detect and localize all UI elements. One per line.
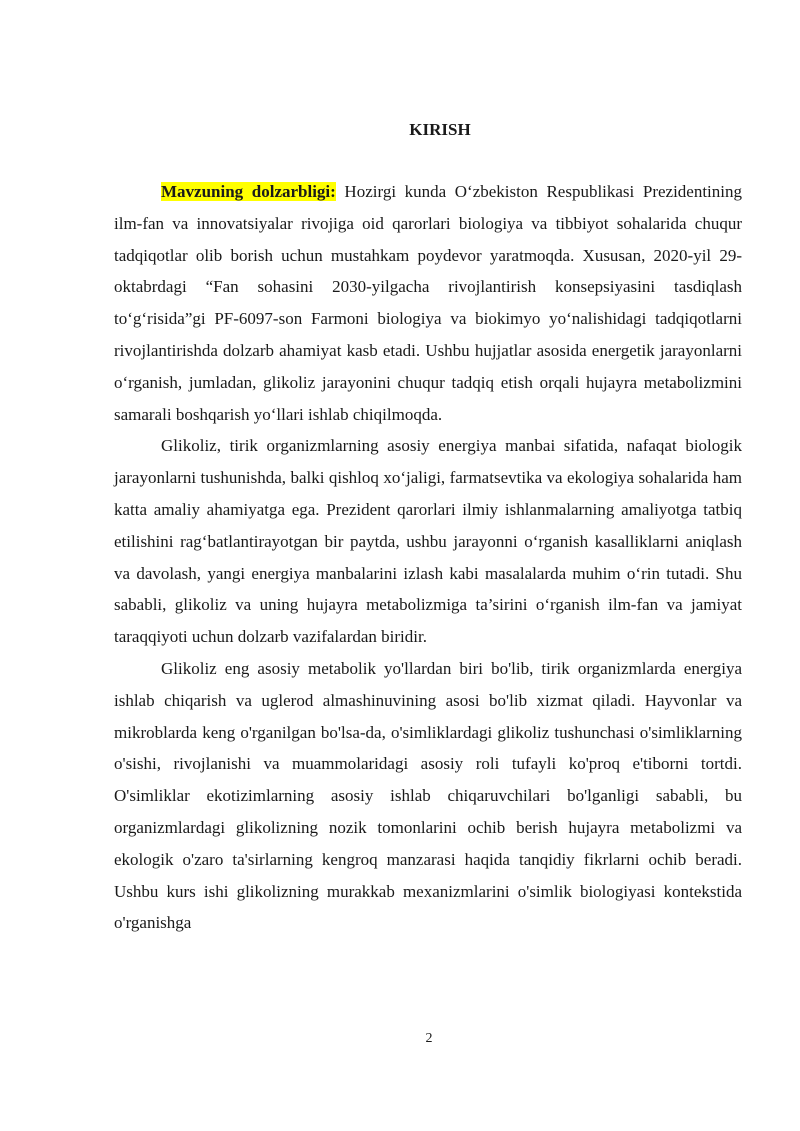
paragraph-text: Glikoliz eng asosiy metabolik yo'llardan biri bo'lib, tirik organizmlarda energiya ishlab chiqarish va uglerod almashinuvining asosi bo'lib xizmat qiladi. Hayvonlar va mikroblarda keng o'rganilgan bo'lsa-da, o'simliklardagi glikoliz tushunchasi o'simliklarning o'sishi, rivojlanishi va muammolaridagi asosiy roli tufayli ko'proq e'tiborni tortdi. O'simliklar ekotizimlarning asosiy ishlab chiqaruvchilari bo'lganligi sababli, bu organizmlardagi glikolizning nozik tomonlarini ochib berish hujayra metabolizmi va ekologik o'zaro ta'sirlarning kengroq manzarasi haqida tanqidiy fikrlarni ochib beradi. Ushbu kurs ishi glikolizning murakkab mexanizmlarini o'simlik biologiyasi kontekstida o'rganishga bbox=[114, 658, 742, 933]
body-text bbox=[114, 176, 742, 939]
section-heading: KIRISH bbox=[409, 120, 471, 139]
paragraph-glycolysis-importance bbox=[114, 430, 742, 653]
paragraph-text: Hozirgi kunda O‘zbekiston Respublikasi Prezidentining ilm-fan va innovatsiyalar rivojiga oid qarorlari biologiya va tibbiyot sohalarida chuqur tadqiqotlar olib borish uchun mustahkam poydevor yaratmoqda. Xususan, 2020-yil 29-oktabrdagi “Fan sohasini 2030-yilgacha rivojlantirish konsepsiyasini tasdiqlash to‘g‘risida”gi PF-6097-son Farmoni biologiya va biokimyo yo‘nalishidagi tadqiqotlarni rivojlantirishda dolzarb ahamiyat kasb etadi. Ushbu hujjatlar asosida energetik jarayonlarni o‘rganish, jumladan, glikoliz jarayonini chuqur tadqiq etish orqali hujayra metabolizmini samarali boshqarish yo‘llari ishlab chiqilmoqda. bbox=[114, 182, 743, 424]
page-number: 2 bbox=[425, 1031, 433, 1046]
highlighted-lead: Mavzuning dolzarbligi: bbox=[161, 182, 336, 201]
paragraph-text: Glikoliz, tirik organizmlarning asosiy energiya manbai sifatida, nafaqat biologik jarayonlarni tushunishda, balki qishloq xo‘jaligi, farmatsevtika va ekologiya sohalarida ham katta amaliy ahamiyatga ega. Prezident qarorlari ilmiy ishlanmalarning amaliyotga tatbiq etilishini rag‘batlantirayotgan bir paytda, ushbu jarayonni o‘rganish kasalliklarni aniqlash va davolash, yangi energiya manbalarini izlash kabi masalalarda muhim o‘rin tutadi. Shu sababli, glikoliz va uning hujayra metabolizmiga ta’sirini o‘rganish ilm-fan va jamiyat taraqqiyoti uchun dolzarb vazifalardan biridir. bbox=[114, 436, 742, 647]
paragraph-glycolysis-plants bbox=[114, 653, 742, 939]
paragraph-relevance bbox=[114, 176, 742, 430]
